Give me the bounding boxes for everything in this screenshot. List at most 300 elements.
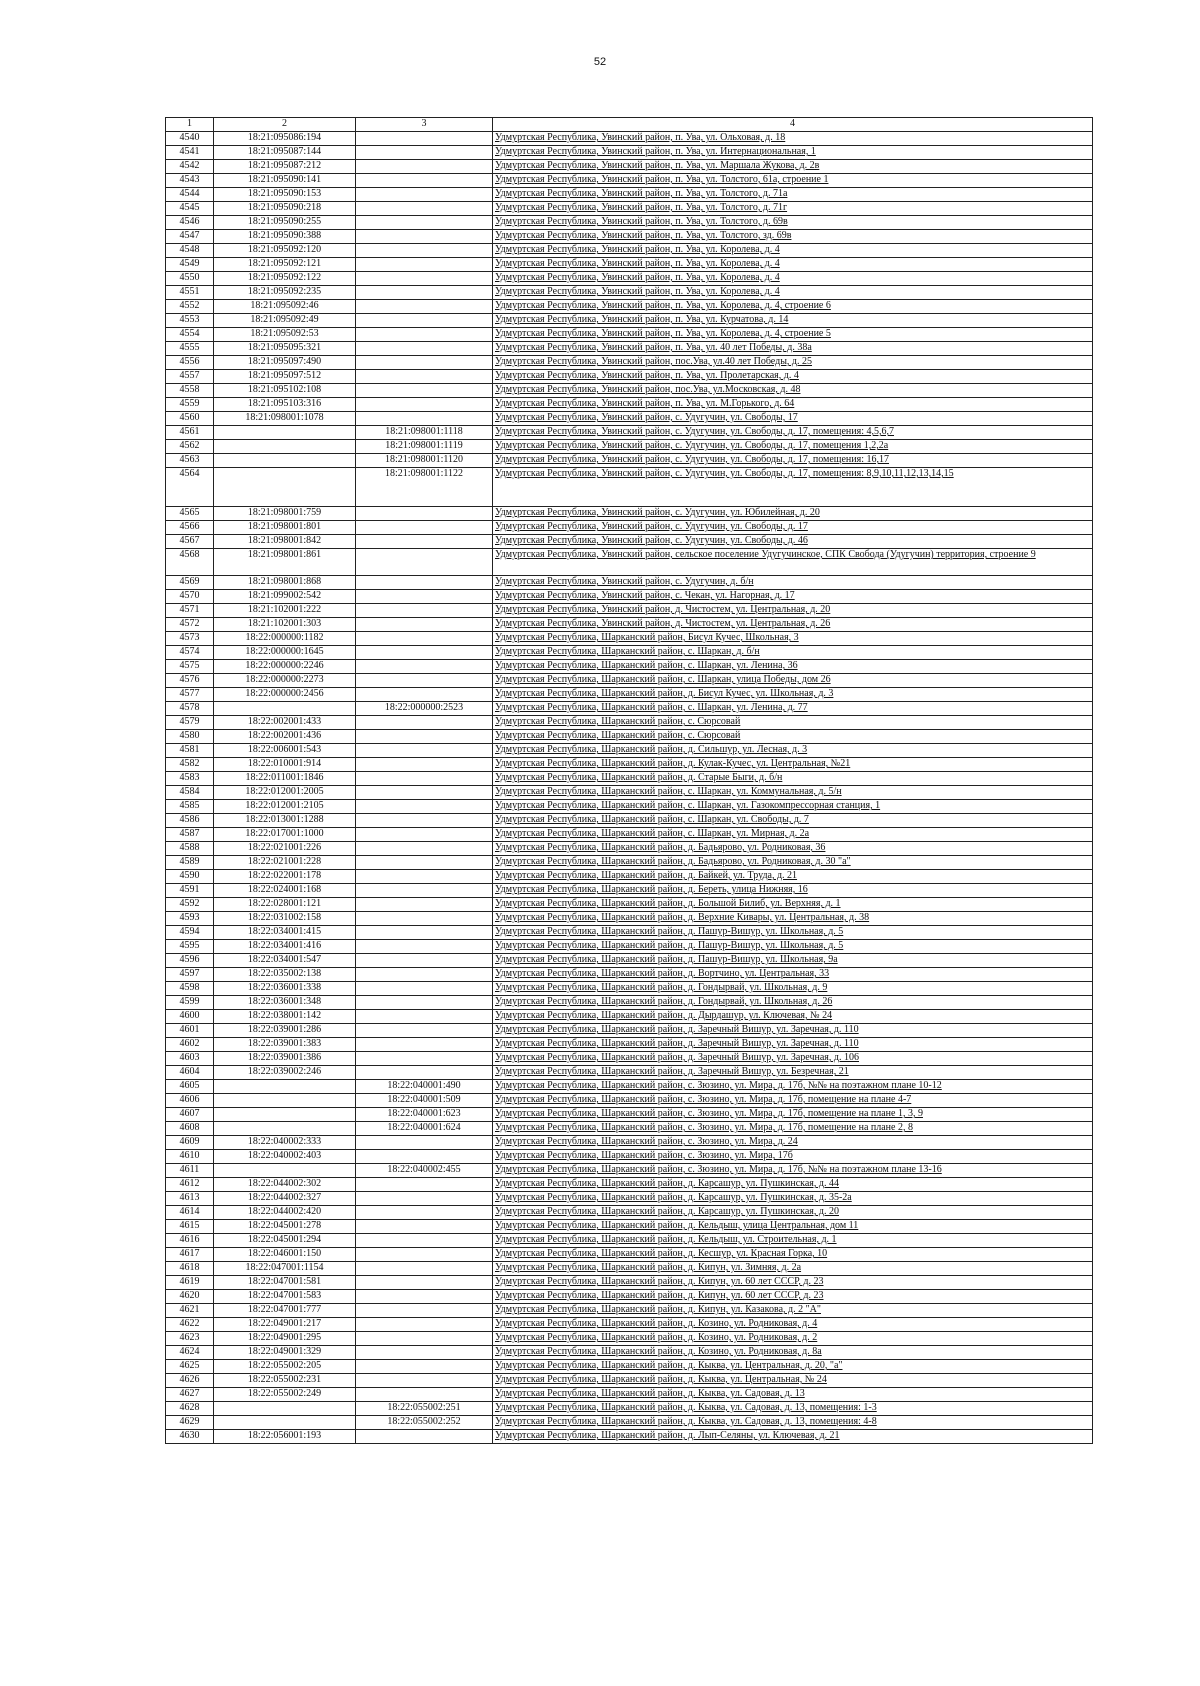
building-cadastral-number: 18:21:102001:222	[214, 604, 356, 618]
building-cadastral-number: 18:22:036001:348	[214, 996, 356, 1010]
object-address: Удмуртская Республика, Шарканский район, д. Кельдыш, ул. Строительная, д. 1	[493, 1234, 1093, 1248]
building-cadastral-number: 18:22:002001:433	[214, 716, 356, 730]
table-row	[166, 1290, 1093, 1304]
object-address: Удмуртская Республика, Шарканский район, с. Зюзино, ул. Мира, д. 17б, №№ на поэтажном плане 13-16	[493, 1164, 1093, 1178]
row-number: 4613	[166, 1192, 214, 1206]
premises-cadastral-number: 18:22:040002:455	[356, 1164, 493, 1178]
premises-cadastral-number: 18:22:055002:251	[356, 1402, 493, 1416]
table-row	[166, 1094, 1093, 1108]
premises-cadastral-number	[356, 1276, 493, 1290]
row-number: 4604	[166, 1066, 214, 1080]
table-row	[166, 1150, 1093, 1164]
table-row	[166, 716, 1093, 730]
building-cadastral-number: 18:21:102001:303	[214, 618, 356, 632]
table-row	[166, 982, 1093, 996]
table-row	[166, 576, 1093, 590]
table-row	[166, 384, 1093, 398]
premises-cadastral-number	[356, 870, 493, 884]
table-row	[166, 468, 1093, 507]
premises-cadastral-number	[356, 412, 493, 426]
building-cadastral-number: 18:22:038001:142	[214, 1010, 356, 1024]
premises-cadastral-number	[356, 202, 493, 216]
object-address: Удмуртская Республика, Шарканский район, с. Зюзино, ул. Мира, д. 17б, помещение на плане 1, 3, 9	[493, 1108, 1093, 1122]
object-address: Удмуртская Республика, Шарканский район, с. Зюзино, ул. Мира, 17б	[493, 1150, 1093, 1164]
premises-cadastral-number	[356, 842, 493, 856]
row-number: 4591	[166, 884, 214, 898]
premises-cadastral-number	[356, 174, 493, 188]
object-address: Удмуртская Республика, Увинский район, п. Ува, ул. Толстого, д. 71а	[493, 188, 1093, 202]
object-address: Удмуртская Республика, Шарканский район, с. Шаркан, ул. Мирная, д. 2а	[493, 828, 1093, 842]
table-body	[166, 132, 1093, 1444]
premises-cadastral-number	[356, 1220, 493, 1234]
object-address: Удмуртская Республика, Шарканский район, с. Зюзино, ул. Мира, д. 17б, помещение на плане 4-7	[493, 1094, 1093, 1108]
object-address: Удмуртская Республика, Шарканский район, с. Шаркан, д. б/н	[493, 646, 1093, 660]
object-address: Удмуртская Республика, Шарканский район, д. Кипун, ул. Зимняя, д. 2а	[493, 1262, 1093, 1276]
building-cadastral-number: 18:22:021001:228	[214, 856, 356, 870]
object-address: Удмуртская Республика, Увинский район, п. Ува, ул. Ольховая, д. 18	[493, 132, 1093, 146]
building-cadastral-number: 18:21:095090:255	[214, 216, 356, 230]
table-row	[166, 1304, 1093, 1318]
building-cadastral-number: 18:22:000000:2246	[214, 660, 356, 674]
premises-cadastral-number	[356, 1388, 493, 1402]
object-address: Удмуртская Республика, Шарканский район, д. Кыква, ул. Центральная, № 24	[493, 1374, 1093, 1388]
object-address: Удмуртская Республика, Шарканский район, д. Бадьярово, ул. Родниковая, 36	[493, 842, 1093, 856]
table-row	[166, 272, 1093, 286]
table-row	[166, 1038, 1093, 1052]
building-cadastral-number: 18:22:039001:286	[214, 1024, 356, 1038]
premises-cadastral-number	[356, 688, 493, 702]
object-address: Удмуртская Республика, Увинский район, п. Ува, ул. Толстого, д. 71г	[493, 202, 1093, 216]
object-address: Удмуртская Республика, Увинский район, д. Чистостем, ул. Центральная, д. 20	[493, 604, 1093, 618]
building-cadastral-number: 18:21:095095:321	[214, 342, 356, 356]
row-number: 4566	[166, 521, 214, 535]
object-address: Удмуртская Республика, Шарканский район, д. Кипун, ул. 60 лет СССР, д. 23	[493, 1290, 1093, 1304]
object-address: Удмуртская Республика, Увинский район, с. Удугучин, ул. Свободы, д. 17, помещения: 16,17	[493, 454, 1093, 468]
premises-cadastral-number	[356, 968, 493, 982]
row-number: 4614	[166, 1206, 214, 1220]
row-number: 4606	[166, 1094, 214, 1108]
object-address: Удмуртская Республика, Увинский район, с. Удугучин, ул. Свободы, 17	[493, 412, 1093, 426]
row-number: 4543	[166, 174, 214, 188]
table-row	[166, 1178, 1093, 1192]
object-address: Удмуртская Республика, Шарканский район, д. Кыква, ул. Садовая, д. 13	[493, 1388, 1093, 1402]
object-address: Удмуртская Республика, Увинский район, п. Ува, ул. 40 лет Победы, д. 38а	[493, 342, 1093, 356]
building-cadastral-number	[214, 1416, 356, 1430]
table-row	[166, 230, 1093, 244]
object-address: Удмуртская Республика, Увинский район, с. Удугучин, ул. Свободы, д. 46	[493, 535, 1093, 549]
premises-cadastral-number: 18:22:040001:490	[356, 1080, 493, 1094]
building-cadastral-number: 18:22:039002:246	[214, 1066, 356, 1080]
object-address: Удмуртская Республика, Шарканский район, д. Бадьярово, ул. Родниковая, д. 30 "а"	[493, 856, 1093, 870]
table-row	[166, 1080, 1093, 1094]
premises-cadastral-number	[356, 758, 493, 772]
row-number: 4569	[166, 576, 214, 590]
row-number: 4595	[166, 940, 214, 954]
object-address: Удмуртская Республика, Шарканский район, д. Верхние Кивары, ул. Центральная, д. 38	[493, 912, 1093, 926]
row-number: 4620	[166, 1290, 214, 1304]
object-address: Удмуртская Республика, Шарканский район, д. Заречный Вишур, ул. Заречная, д. 110	[493, 1038, 1093, 1052]
premises-cadastral-number: 18:22:040001:623	[356, 1108, 493, 1122]
row-number: 4575	[166, 660, 214, 674]
table-row	[166, 426, 1093, 440]
object-address: Удмуртская Республика, Шарканский район, д. Козино, ул. Родниковая, д. 4	[493, 1318, 1093, 1332]
row-number: 4541	[166, 146, 214, 160]
premises-cadastral-number	[356, 1024, 493, 1038]
object-address: Удмуртская Республика, Увинский район, п. Ува, ул. Толстого, д. 69в	[493, 216, 1093, 230]
table-row	[166, 744, 1093, 758]
premises-cadastral-number	[356, 1290, 493, 1304]
object-address: Удмуртская Республика, Шарканский район, д. Козино, ул. Родниковая, д. 8а	[493, 1346, 1093, 1360]
table-row	[166, 549, 1093, 576]
building-cadastral-number: 18:22:034001:547	[214, 954, 356, 968]
row-number: 4547	[166, 230, 214, 244]
table-row	[166, 688, 1093, 702]
object-address: Удмуртская Республика, Увинский район, п. Ува, ул. Королева, д. 4	[493, 286, 1093, 300]
row-number: 4582	[166, 758, 214, 772]
object-address: Удмуртская Республика, Увинский район, п. Ува, ул. Маршала Жукова, д. 2в	[493, 160, 1093, 174]
table-row	[166, 1332, 1093, 1346]
object-address: Удмуртская Республика, Шарканский район, д. Сильшур, ул. Лесная, д. 3	[493, 744, 1093, 758]
premises-cadastral-number	[356, 384, 493, 398]
table-row	[166, 772, 1093, 786]
building-cadastral-number: 18:21:099002:542	[214, 590, 356, 604]
object-address: Удмуртская Республика, Увинский район, п. Ува, ул. Королева, д. 4, строение 5	[493, 328, 1093, 342]
building-cadastral-number	[214, 454, 356, 468]
premises-cadastral-number	[356, 646, 493, 660]
object-address: Удмуртская Республика, Увинский район, с. Удугучин, ул. Свободы, д. 17, помещения 1,2,2а	[493, 440, 1093, 454]
premises-cadastral-number	[356, 940, 493, 954]
page-number: 52	[593, 56, 607, 68]
table-row	[166, 370, 1093, 384]
building-cadastral-number: 18:22:046001:150	[214, 1248, 356, 1262]
row-number: 4584	[166, 786, 214, 800]
table-row	[166, 160, 1093, 174]
building-cadastral-number: 18:21:095092:122	[214, 272, 356, 286]
object-address: Удмуртская Республика, Шарканский район, с. Зюзино, ул. Мира, д. 24	[493, 1136, 1093, 1150]
table-row	[166, 730, 1093, 744]
table-row	[166, 1192, 1093, 1206]
building-cadastral-number: 18:22:056001:193	[214, 1430, 356, 1444]
premises-cadastral-number: 18:21:098001:1122	[356, 468, 493, 507]
building-cadastral-number: 18:21:098001:759	[214, 507, 356, 521]
table-row	[166, 258, 1093, 272]
row-number: 4545	[166, 202, 214, 216]
building-cadastral-number	[214, 1108, 356, 1122]
table-row	[166, 604, 1093, 618]
object-address: Удмуртская Республика, Шарканский район, д. Дырдашур, ул. Ключевая, № 24	[493, 1010, 1093, 1024]
row-number: 4546	[166, 216, 214, 230]
table-row	[166, 646, 1093, 660]
row-number: 4568	[166, 549, 214, 576]
building-cadastral-number: 18:22:034001:415	[214, 926, 356, 940]
row-number: 4586	[166, 814, 214, 828]
premises-cadastral-number	[356, 884, 493, 898]
table-row	[166, 828, 1093, 842]
object-address: Удмуртская Республика, Увинский район, пос.Ува, ул.Московская, д. 48	[493, 384, 1093, 398]
table-row	[166, 758, 1093, 772]
object-address: Удмуртская Республика, Шарканский район, с. Шаркан, ул. Свободы, д. 7	[493, 814, 1093, 828]
row-number: 4578	[166, 702, 214, 716]
premises-cadastral-number	[356, 1178, 493, 1192]
building-cadastral-number: 18:22:055002:231	[214, 1374, 356, 1388]
premises-cadastral-number	[356, 300, 493, 314]
row-number: 4597	[166, 968, 214, 982]
building-cadastral-number: 18:21:095090:218	[214, 202, 356, 216]
table-row	[166, 1066, 1093, 1080]
premises-cadastral-number	[356, 772, 493, 786]
table-row	[166, 398, 1093, 412]
table-row	[166, 146, 1093, 160]
row-number: 4607	[166, 1108, 214, 1122]
premises-cadastral-number	[356, 258, 493, 272]
row-number: 4573	[166, 632, 214, 646]
row-number: 4600	[166, 1010, 214, 1024]
row-number: 4585	[166, 800, 214, 814]
object-address: Удмуртская Республика, Шарканский район, д. Заречный Вишур, ул. Безречная, 21	[493, 1066, 1093, 1080]
building-cadastral-number: 18:21:098001:868	[214, 576, 356, 590]
premises-cadastral-number	[356, 674, 493, 688]
object-address: Удмуртская Республика, Увинский район, п. Ува, ул. Королева, д. 4	[493, 244, 1093, 258]
table-row	[166, 507, 1093, 521]
row-number: 4540	[166, 132, 214, 146]
row-number: 4626	[166, 1374, 214, 1388]
row-number: 4609	[166, 1136, 214, 1150]
building-cadastral-number	[214, 1122, 356, 1136]
premises-cadastral-number	[356, 744, 493, 758]
object-address: Удмуртская Республика, Шарканский район, д. Карсашур, ул. Пушкинская, д. 20	[493, 1206, 1093, 1220]
row-number: 4544	[166, 188, 214, 202]
table-row	[166, 1206, 1093, 1220]
row-number: 4629	[166, 1416, 214, 1430]
object-address: Удмуртская Республика, Увинский район, пос.Ува, ул.40 лет Победы, д. 25	[493, 356, 1093, 370]
premises-cadastral-number	[356, 521, 493, 535]
row-number: 4551	[166, 286, 214, 300]
building-cadastral-number: 18:21:095090:141	[214, 174, 356, 188]
object-address: Удмуртская Республика, Шарканский район, д. Кесшур, ул. Красная Горка, 10	[493, 1248, 1093, 1262]
premises-cadastral-number	[356, 328, 493, 342]
premises-cadastral-number	[356, 146, 493, 160]
premises-cadastral-number	[356, 730, 493, 744]
row-number: 4552	[166, 300, 214, 314]
premises-cadastral-number	[356, 1304, 493, 1318]
premises-cadastral-number	[356, 1248, 493, 1262]
building-cadastral-number	[214, 702, 356, 716]
table-row	[166, 632, 1093, 646]
table-row	[166, 1248, 1093, 1262]
object-address: Удмуртская Республика, Увинский район, п. Ува, ул. Пролетарская, д. 4	[493, 370, 1093, 384]
premises-cadastral-number	[356, 160, 493, 174]
building-cadastral-number: 18:22:045001:278	[214, 1220, 356, 1234]
building-cadastral-number: 18:21:095102:108	[214, 384, 356, 398]
row-number: 4621	[166, 1304, 214, 1318]
building-cadastral-number: 18:21:095090:153	[214, 188, 356, 202]
building-cadastral-number: 18:22:000000:2273	[214, 674, 356, 688]
premises-cadastral-number	[356, 314, 493, 328]
object-address: Удмуртская Республика, Шарканский район, д. Бисул Кучес, ул. Школьная, д. 3	[493, 688, 1093, 702]
object-address: Удмуртская Республика, Шарканский район, д. Пашур-Вишур, ул. Школьная, 9а	[493, 954, 1093, 968]
building-cadastral-number: 18:22:031002:158	[214, 912, 356, 926]
row-number: 4603	[166, 1052, 214, 1066]
row-number: 4583	[166, 772, 214, 786]
table-row	[166, 674, 1093, 688]
building-cadastral-number: 18:21:098001:1078	[214, 412, 356, 426]
building-cadastral-number: 18:22:044002:302	[214, 1178, 356, 1192]
table-row	[166, 660, 1093, 674]
table-row	[166, 244, 1093, 258]
premises-cadastral-number	[356, 926, 493, 940]
building-cadastral-number: 18:22:000000:1182	[214, 632, 356, 646]
building-cadastral-number: 18:21:095097:490	[214, 356, 356, 370]
premises-cadastral-number	[356, 786, 493, 800]
object-address: Удмуртская Республика, Шарканский район, Бисул Кучес, Школьная, 3	[493, 632, 1093, 646]
premises-cadastral-number: 18:22:055002:252	[356, 1416, 493, 1430]
premises-cadastral-number	[356, 618, 493, 632]
table-row	[166, 1430, 1093, 1444]
table-row	[166, 1388, 1093, 1402]
row-number: 4574	[166, 646, 214, 660]
premises-cadastral-number	[356, 800, 493, 814]
premises-cadastral-number	[356, 1234, 493, 1248]
object-address: Удмуртская Республика, Шарканский район, д. Кыква, ул. Центральная, д. 20, "а"	[493, 1360, 1093, 1374]
row-number: 4561	[166, 426, 214, 440]
row-number: 4555	[166, 342, 214, 356]
table-row	[166, 286, 1093, 300]
premises-cadastral-number	[356, 1136, 493, 1150]
object-address: Удмуртская Республика, Увинский район, сельское поселение Удугучинское, СПК Свобода (Удугучин) территория, строение 9	[493, 549, 1093, 576]
row-number: 4560	[166, 412, 214, 426]
building-cadastral-number	[214, 1164, 356, 1178]
table-row	[166, 1374, 1093, 1388]
building-cadastral-number: 18:21:095087:212	[214, 160, 356, 174]
premises-cadastral-number	[356, 954, 493, 968]
building-cadastral-number: 18:22:047001:1154	[214, 1262, 356, 1276]
object-address: Удмуртская Республика, Шарканский район, д. Кыква, ул. Садовая, д. 13, помещения: 4-8	[493, 1416, 1093, 1430]
premises-cadastral-number	[356, 856, 493, 870]
building-cadastral-number: 18:21:098001:861	[214, 549, 356, 576]
building-cadastral-number	[214, 426, 356, 440]
table-row	[166, 940, 1093, 954]
row-number: 4610	[166, 1150, 214, 1164]
building-cadastral-number: 18:22:012001:2105	[214, 800, 356, 814]
row-number: 4553	[166, 314, 214, 328]
row-number: 4625	[166, 1360, 214, 1374]
row-number: 4602	[166, 1038, 214, 1052]
premises-cadastral-number: 18:21:098001:1119	[356, 440, 493, 454]
table-row	[166, 1276, 1093, 1290]
premises-cadastral-number	[356, 1038, 493, 1052]
premises-cadastral-number	[356, 828, 493, 842]
row-number: 4619	[166, 1276, 214, 1290]
building-cadastral-number: 18:22:000000:1645	[214, 646, 356, 660]
table-row	[166, 328, 1093, 342]
row-number: 4571	[166, 604, 214, 618]
object-address: Удмуртская Республика, Шарканский район, д. Старые Быги, д. б/н	[493, 772, 1093, 786]
premises-cadastral-number	[356, 507, 493, 521]
building-cadastral-number: 18:22:049001:217	[214, 1318, 356, 1332]
premises-cadastral-number	[356, 1052, 493, 1066]
table-row	[166, 356, 1093, 370]
building-cadastral-number: 18:22:055002:205	[214, 1360, 356, 1374]
object-address: Удмуртская Республика, Увинский район, п. Ува, ул. М.Горького, д. 64	[493, 398, 1093, 412]
premises-cadastral-number	[356, 1430, 493, 1444]
table-row	[166, 1262, 1093, 1276]
table-row	[166, 954, 1093, 968]
object-address: Удмуртская Республика, Увинский район, с. Удугучин, д. б/н	[493, 576, 1093, 590]
premises-cadastral-number	[356, 604, 493, 618]
object-address: Удмуртская Республика, Увинский район, п. Ува, ул. Курчатова, д. 14	[493, 314, 1093, 328]
row-number: 4559	[166, 398, 214, 412]
row-number: 4565	[166, 507, 214, 521]
object-address: Удмуртская Республика, Шарканский район, д. Байкей, ул. Труда, д. 21	[493, 870, 1093, 884]
premises-cadastral-number	[356, 716, 493, 730]
object-address: Удмуртская Республика, Шарканский район, д. Кельдыш, улица Центральная, дом 11	[493, 1220, 1093, 1234]
table-row	[166, 1234, 1093, 1248]
building-cadastral-number: 18:22:012001:2005	[214, 786, 356, 800]
premises-cadastral-number	[356, 1192, 493, 1206]
object-address: Удмуртская Республика, Шарканский район, с. Сюрсовай	[493, 716, 1093, 730]
row-number: 4615	[166, 1220, 214, 1234]
building-cadastral-number: 18:22:028001:121	[214, 898, 356, 912]
table-row	[166, 884, 1093, 898]
row-number: 4554	[166, 328, 214, 342]
building-cadastral-number: 18:22:011001:1846	[214, 772, 356, 786]
row-number: 4588	[166, 842, 214, 856]
table-row	[166, 300, 1093, 314]
row-number: 4593	[166, 912, 214, 926]
table-row	[166, 1108, 1093, 1122]
building-cadastral-number: 18:22:006001:543	[214, 744, 356, 758]
building-cadastral-number	[214, 1402, 356, 1416]
premises-cadastral-number: 18:22:000000:2523	[356, 702, 493, 716]
building-cadastral-number: 18:22:036001:338	[214, 982, 356, 996]
premises-cadastral-number	[356, 188, 493, 202]
row-number: 4557	[166, 370, 214, 384]
row-number: 4549	[166, 258, 214, 272]
column-header-number: 1	[166, 118, 214, 132]
premises-cadastral-number	[356, 632, 493, 646]
object-address: Удмуртская Республика, Шарканский район, д. Большой Билиб, ул. Верхняя, д. 1	[493, 898, 1093, 912]
table-row	[166, 1402, 1093, 1416]
premises-cadastral-number: 18:21:098001:1118	[356, 426, 493, 440]
premises-cadastral-number	[356, 535, 493, 549]
building-cadastral-number: 18:22:039001:386	[214, 1052, 356, 1066]
table-row	[166, 1164, 1093, 1178]
row-number: 4612	[166, 1178, 214, 1192]
building-cadastral-number	[214, 1080, 356, 1094]
object-address: Удмуртская Республика, Шарканский район, с. Зюзино, ул. Мира, д. 17б, №№ на поэтажном плане 10-12	[493, 1080, 1093, 1094]
row-number: 4589	[166, 856, 214, 870]
table-row	[166, 454, 1093, 468]
building-cadastral-number: 18:21:095103:316	[214, 398, 356, 412]
row-number: 4564	[166, 468, 214, 507]
building-cadastral-number: 18:22:040002:403	[214, 1150, 356, 1164]
building-cadastral-number: 18:22:013001:1288	[214, 814, 356, 828]
premises-cadastral-number	[356, 996, 493, 1010]
premises-cadastral-number	[356, 230, 493, 244]
table-row	[166, 535, 1093, 549]
row-number: 4623	[166, 1332, 214, 1346]
row-number: 4550	[166, 272, 214, 286]
object-address: Удмуртская Республика, Шарканский район, д. Козино, ул. Родниковая, д. 2	[493, 1332, 1093, 1346]
table-row	[166, 856, 1093, 870]
object-address: Удмуртская Республика, Шарканский район, с. Шаркан, ул. Ленина, 36	[493, 660, 1093, 674]
building-cadastral-number: 18:22:044002:327	[214, 1192, 356, 1206]
row-number: 4622	[166, 1318, 214, 1332]
row-number: 4618	[166, 1262, 214, 1276]
object-address: Удмуртская Республика, Шарканский район, д. Заречный Вишур, ул. Заречная, д. 106	[493, 1052, 1093, 1066]
premises-cadastral-number	[356, 1360, 493, 1374]
column-header-building-cadastral: 2	[214, 118, 356, 132]
